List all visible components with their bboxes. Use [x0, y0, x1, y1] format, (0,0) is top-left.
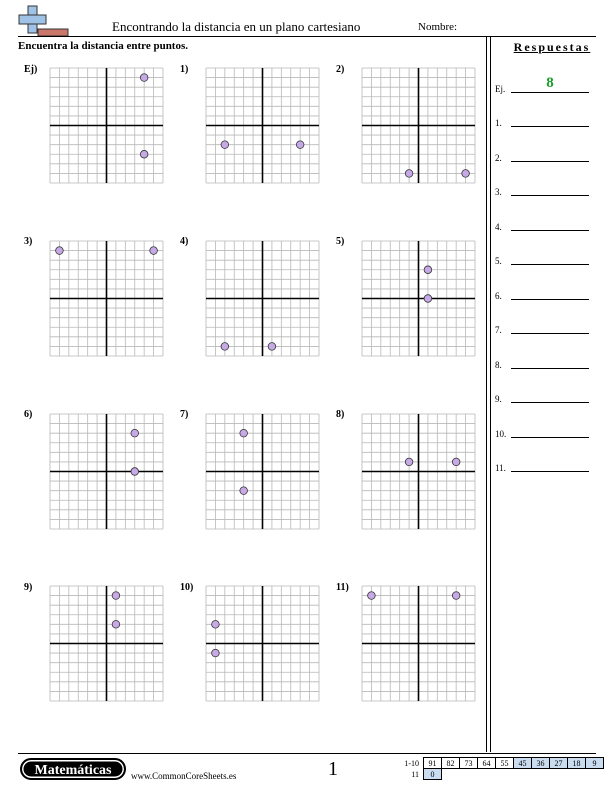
answer-row [495, 423, 595, 439]
coordinate-grid [362, 414, 475, 529]
answer-row [495, 216, 595, 232]
plotted-point [112, 621, 120, 629]
plotted-point [424, 266, 432, 274]
score-cell: 0 [424, 769, 442, 780]
sidebar-divider [490, 37, 491, 752]
problem-label: 9) [24, 582, 33, 593]
problem-label: 8) [336, 409, 345, 420]
page-number: 1 [328, 758, 338, 780]
plotted-point [212, 649, 220, 657]
plotted-point [221, 343, 229, 351]
coordinate-grid [50, 586, 163, 701]
answer-row [495, 285, 595, 301]
score-cell: 64 [478, 758, 496, 769]
footer-divider [18, 753, 596, 754]
score-cell: 36 [532, 758, 550, 769]
score-cell: 18 [568, 758, 586, 769]
coordinate-grid [362, 68, 475, 183]
answer-value: 8 [546, 75, 554, 91]
answer-label: 4. [495, 222, 502, 232]
score-row [395, 758, 604, 769]
answer-label: 3. [495, 187, 502, 197]
site-url[interactable]: www.CommonCoreSheets.es [131, 771, 237, 781]
answer-label: 9. [495, 394, 502, 404]
plotted-point [462, 170, 470, 178]
plotted-point [452, 458, 460, 466]
answer-row [495, 112, 595, 128]
plotted-point [212, 621, 220, 629]
answer-label: 8. [495, 360, 502, 370]
problem-label: 10) [180, 582, 194, 593]
plotted-point [452, 592, 460, 600]
answer-blank[interactable] [511, 126, 589, 127]
coordinate-grid [50, 68, 163, 183]
plotted-point [268, 343, 276, 351]
plotted-point [296, 141, 304, 149]
plotted-point [131, 468, 139, 476]
coordinate-grid [206, 414, 319, 529]
problem-label: 1) [180, 64, 189, 75]
coordinate-grid [50, 414, 163, 529]
plotted-point [56, 247, 64, 255]
plotted-point [140, 74, 148, 82]
score-table [395, 757, 604, 780]
answer-row [495, 181, 595, 197]
answer-blank[interactable] [511, 368, 589, 369]
answer-row [495, 354, 595, 370]
score-cell: 91 [424, 758, 442, 769]
score-cell: 27 [550, 758, 568, 769]
plotted-point [131, 429, 139, 437]
score-cell: 9 [586, 758, 604, 769]
coordinate-grid [362, 241, 475, 356]
answer-blank[interactable] [511, 299, 589, 300]
score-cell: 55 [496, 758, 514, 769]
sidebar-divider [486, 37, 487, 752]
answer-blank[interactable] [511, 437, 589, 438]
answers-title: Respuestas [513, 40, 591, 54]
problem-label: 6) [24, 409, 33, 420]
answer-blank[interactable] [511, 471, 589, 472]
coordinate-grid [362, 586, 475, 701]
score-cell: 45 [514, 758, 532, 769]
plotted-point [405, 170, 413, 178]
problem-label: 7) [180, 409, 189, 420]
score-row [395, 769, 604, 780]
answer-row [495, 250, 595, 266]
header-divider [18, 36, 596, 37]
answer-blank[interactable] [511, 230, 589, 231]
answer-blank[interactable] [511, 402, 589, 403]
answer-label: Ej. [495, 84, 506, 94]
coordinate-grid [50, 241, 163, 356]
plotted-point [240, 487, 248, 495]
answer-label: 1. [495, 118, 502, 128]
answer-row [495, 319, 595, 335]
coordinate-grid [206, 241, 319, 356]
answer-blank[interactable] [511, 264, 589, 265]
problem-label: 3) [24, 236, 33, 247]
answer-blank[interactable] [511, 92, 589, 93]
problem-label: Ej) [24, 64, 38, 75]
problem-label: 11) [336, 582, 349, 593]
answer-row [495, 75, 595, 94]
plotted-point [140, 150, 148, 158]
coordinate-grid [206, 68, 319, 183]
plotted-point [368, 592, 376, 600]
instructions: Encuentra la distancia entre puntos. [18, 40, 189, 52]
plotted-point [112, 592, 120, 600]
score-range-label: 11 [411, 769, 419, 779]
answer-blank[interactable] [511, 333, 589, 334]
plotted-point [240, 429, 248, 437]
problem-label: 4) [180, 236, 189, 247]
answer-label: 7. [495, 325, 502, 335]
score-range-label: 1-10 [404, 758, 419, 768]
answer-label: 11. [495, 463, 506, 473]
answer-blank[interactable] [511, 195, 589, 196]
brand-logo: Matemáticas [20, 758, 126, 780]
plotted-point [150, 247, 158, 255]
name-label: Nombre: [418, 21, 458, 33]
plotted-point [405, 458, 413, 466]
problem-label: 2) [336, 64, 345, 75]
score-cell: 73 [460, 758, 478, 769]
page-title: Encontrando la distancia en un plano cartesiano [112, 19, 361, 34]
answer-label: 10. [495, 429, 507, 439]
plus-minus-icon [18, 4, 70, 38]
answer-row [495, 388, 595, 404]
answer-row [495, 147, 595, 163]
answer-row [495, 457, 595, 473]
coordinate-grid [206, 586, 319, 701]
problem-label: 5) [336, 236, 345, 247]
plotted-point [221, 141, 229, 149]
answer-label: 6. [495, 291, 502, 301]
score-cell: 82 [442, 758, 460, 769]
answer-label: 2. [495, 153, 502, 163]
answer-blank[interactable] [511, 161, 589, 162]
answer-label: 5. [495, 256, 502, 266]
plotted-point [424, 295, 432, 303]
